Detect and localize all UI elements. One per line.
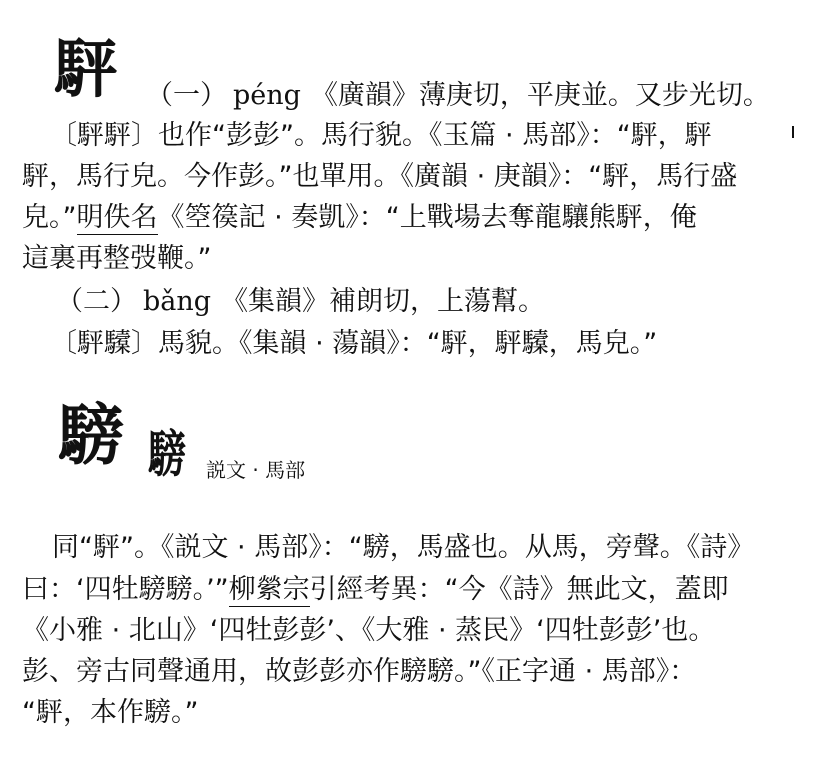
person-name-underlined: 柳縈宗 <box>228 574 310 605</box>
entry2-body-line2 <box>22 576 729 603</box>
entry1-headword: 駍 <box>54 32 118 107</box>
entry1-sense1-line2: 〔駍駍〕也作“彭彭”。馬行貌。《玉篇 · 馬部》：“駍，駍 <box>50 120 712 151</box>
fanqie-citation: 《集韻》補朗切，上蕩幫。 <box>221 286 546 317</box>
citation-text: 引經考異：“今《詩》無此文，蓋即 <box>309 574 729 605</box>
sense-label: （一） <box>146 80 227 111</box>
entry2-body-line4: 彭、旁古同聲通用，故彭彭亦作騯騯。”《正字通 · 馬部》： <box>22 656 697 687</box>
quote-close: 皃。” <box>22 202 77 233</box>
quote-text: 曰：‘四牡騯騯。’” <box>22 574 229 605</box>
fanqie-citation: 《廣韻》薄庚切，平庚並。又步光切。 <box>310 80 770 111</box>
entry1-sense1-line1 <box>146 82 770 109</box>
entry1-sense2-line1 <box>56 288 545 315</box>
entry2-body-line5: “駍，本作騯。” <box>22 697 199 728</box>
entry1-sense1-line3: 駍，馬行皃。今作彭。”也單用。《廣韻 · 庚韻》：“駍，馬行盛 <box>22 161 738 192</box>
entry1-sense1-line4 <box>22 204 697 231</box>
seal-source-label: 説文 · 馬部 <box>206 458 306 482</box>
sense-label: （二） <box>56 286 137 317</box>
entry2-body-line3: 《小雅 · 北山》‘四牡彭彭’、《大雅 · 蒸民》‘四牡彭彭’也。 <box>22 615 716 646</box>
person-name-underlined: 明佚名 <box>76 202 158 233</box>
seal-script-glyph: 騯 <box>148 425 186 484</box>
pinyin-reading: péng <box>233 80 301 111</box>
scan-edge-mark <box>792 126 794 138</box>
pinyin-reading: bǎng <box>143 286 212 317</box>
citation-text: 《箜篌記 · 奏凱》：“上戰場去奪龍驤熊駍，俺 <box>157 202 697 233</box>
entry1-sense2-line2: 〔駍驝〕馬貌。《集韻 · 蕩韻》：“駍，駍驝，馬皃。” <box>50 328 658 359</box>
entry2-headword: 騯 <box>58 396 124 474</box>
entry1-sense1-line5: 這裏再整弢鞭。” <box>22 243 212 274</box>
entry2-body-line1: 同“駍”。《説文 · 馬部》：“騯，馬盛也。从馬，旁聲。《詩》 <box>52 532 755 563</box>
